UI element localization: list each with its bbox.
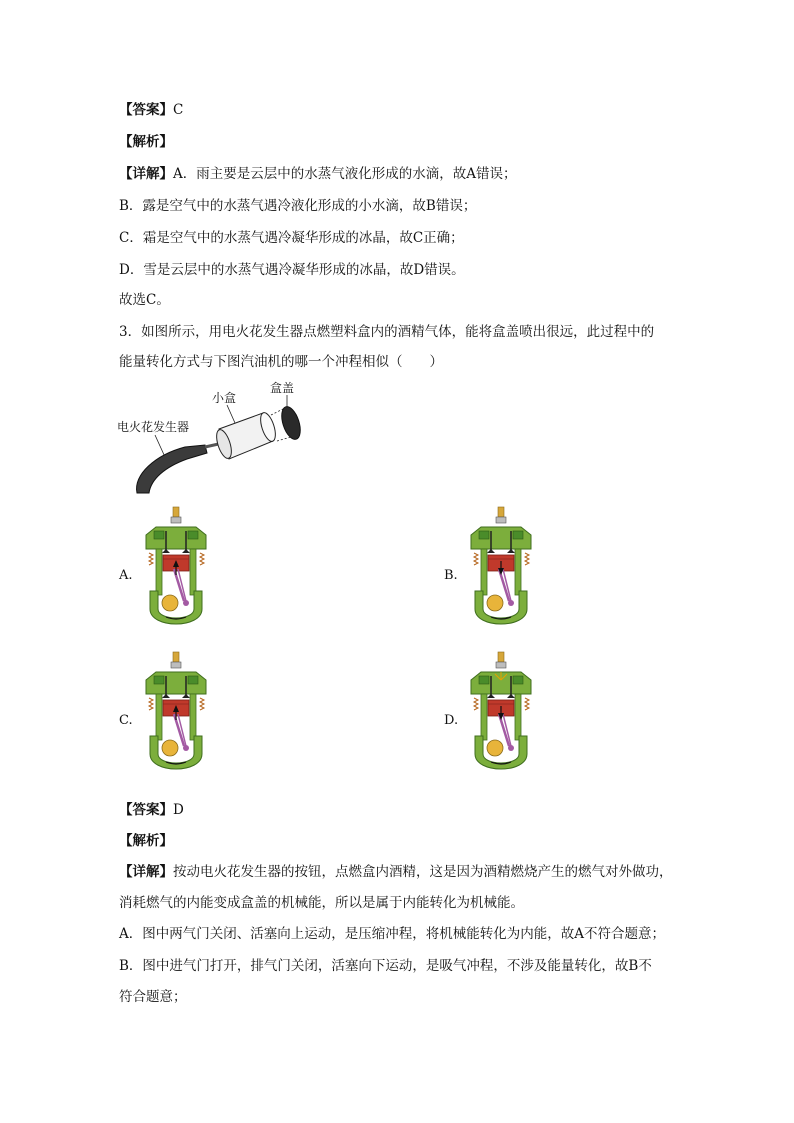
explanation-c: C．霜是空气中的水蒸气遇冷凝华形成的冰晶，故C正确； xyxy=(119,230,464,246)
conclusion: 故选C。 xyxy=(119,292,170,308)
igniter-handle xyxy=(137,445,207,493)
question-stem-line1: 3．如图所示，用电火花发生器点燃塑料盒内的酒精气体，能将盒盖喷出很远，此过程中的 xyxy=(119,324,655,340)
analysis-tag: 【解析】 xyxy=(119,134,173,150)
igniter-label: 电火花发生器 xyxy=(117,420,190,434)
option-c-label: C. xyxy=(119,713,133,728)
spark-igniter-figure xyxy=(115,375,315,500)
detail-text: 按动电火花发生器的按钮，点燃盒内酒精，这是因为酒精燃烧产生的燃气对外做功， xyxy=(173,864,673,880)
question-stem-line2: 能量转化方式与下图汽油机的哪一个冲程相似（ ） xyxy=(119,354,443,370)
answer-line-q2 xyxy=(119,100,183,120)
box-lid xyxy=(278,404,304,441)
detail-line1-q3 xyxy=(119,862,673,882)
answer-value: D xyxy=(173,802,184,818)
detail-tag: 【详解】 xyxy=(119,166,173,182)
detail-text: A．雨主要是云层中的水蒸气液化形成的水滴，故A错误； xyxy=(173,166,517,182)
explanation-a-q3: A．图中两气门关闭、活塞向上运动，是压缩冲程，将机械能转化为内能，故A不符合题意； xyxy=(119,926,665,942)
explanation-b-q3-line2: 符合题意； xyxy=(119,989,187,1005)
detail-line2-q3: 消耗燃气的内能变成盒盖的机械能，所以是属于内能转化为机械能。 xyxy=(119,895,524,911)
answer-value: C xyxy=(173,102,184,118)
lid-label: 盒盖 xyxy=(270,381,295,395)
engine-diagram-d xyxy=(465,650,550,785)
detail-line-q2 xyxy=(119,164,517,184)
answer-line-q3 xyxy=(119,800,184,820)
engine-diagram-b xyxy=(465,505,550,640)
box-label: 小盒 xyxy=(212,391,237,405)
answer-tag: 【答案】 xyxy=(119,802,173,818)
option-b-label: B. xyxy=(444,568,458,583)
engine-diagram-c xyxy=(140,650,225,785)
explanation-b: B．露是空气中的水蒸气遇冷液化形成的小水滴，故B错误； xyxy=(119,198,477,214)
option-a-label: A. xyxy=(119,568,133,583)
engine-diagram-a xyxy=(140,505,225,640)
answer-tag: 【答案】 xyxy=(119,102,173,118)
option-d-label: D. xyxy=(444,713,459,728)
explanation-b-q3-line1: B．图中进气门打开，排气门关闭，活塞向下运动，是吸气冲程，不涉及能量转化，故B不 xyxy=(119,958,652,974)
analysis-tag: 【解析】 xyxy=(119,833,173,849)
explanation-d: D．雪是云层中的水蒸气遇冷凝华形成的冰晶，故D错误。 xyxy=(119,262,465,278)
small-box xyxy=(214,411,279,460)
detail-tag: 【详解】 xyxy=(119,864,173,880)
